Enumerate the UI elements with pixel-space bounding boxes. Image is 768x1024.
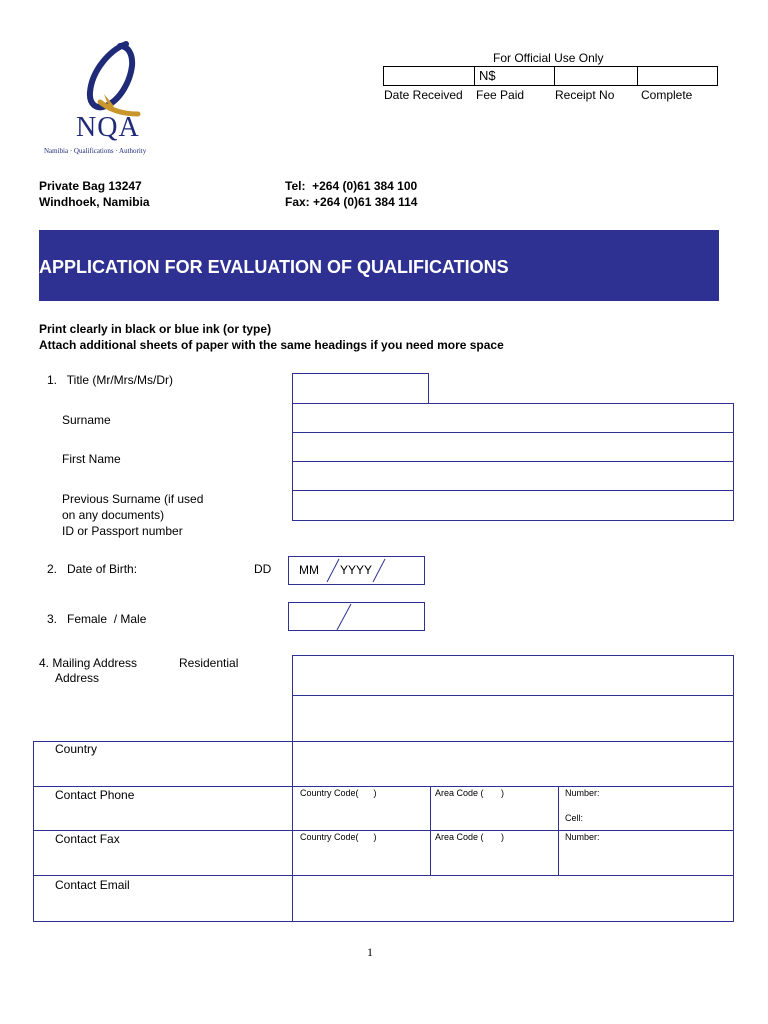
tel-number: Tel: +264 (0)61 384 100	[285, 179, 418, 193]
date-separators	[289, 557, 424, 584]
instruction-line-1: Print clearly in black or blue ink (or type)	[39, 322, 272, 336]
phone-number-field[interactable]	[559, 787, 733, 830]
phone-area-code-field[interactable]	[431, 787, 558, 830]
contact-phone-label: Contact Phone	[55, 788, 135, 802]
nqa-logo-emblem-icon	[40, 40, 185, 120]
id-number-label: ID or Passport number	[62, 524, 183, 538]
dob-input[interactable]	[288, 556, 425, 585]
mm-label: MM	[299, 563, 319, 577]
id-number-input[interactable]	[292, 490, 734, 521]
mailing-address-label: 4. Mailing Address	[39, 656, 138, 670]
page-number: 1	[367, 945, 373, 959]
gender-separator	[289, 603, 424, 630]
label-fee-paid: Fee Paid	[476, 88, 525, 102]
label-date-received: Date Received	[384, 88, 463, 102]
dd-label: DD	[254, 562, 272, 576]
cell-label: Cell:	[565, 813, 584, 823]
title-label: 1. Title (Mr/Mrs/Ms/Dr)	[47, 373, 173, 387]
official-use-table	[383, 66, 718, 86]
nqa-logo	[40, 40, 185, 160]
first-name-input[interactable]	[292, 432, 734, 462]
previous-surname-input[interactable]	[292, 461, 734, 491]
surname-label: Surname	[62, 413, 111, 427]
logo-acronym: NQA	[76, 112, 140, 143]
address-line-2: Windhoek, Namibia	[39, 195, 150, 209]
official-use-heading: For Official Use Only	[493, 51, 604, 65]
fax-country-code-field[interactable]	[293, 831, 430, 875]
contact-fax-label: Contact Fax	[55, 832, 120, 846]
instruction-line-2: Attach additional sheets of paper with the same headings if you need more space	[39, 338, 504, 352]
fee-paid-field[interactable]	[475, 67, 554, 85]
country-label: Country	[55, 742, 98, 756]
gender-label: 3. Female / Male	[47, 612, 147, 626]
phone-area-code-label: Area Code ( )	[435, 788, 505, 798]
country-input[interactable]	[293, 742, 733, 786]
dob-label: 2. Date of Birth:	[47, 562, 138, 576]
label-complete: Complete	[641, 88, 693, 102]
address-input-2[interactable]	[292, 695, 734, 742]
contact-email-label: Contact Email	[55, 878, 130, 892]
fax-country-code-label: Country Code( )	[300, 832, 377, 842]
fax-number: Fax: +264 (0)61 384 114	[285, 195, 418, 209]
page-title: APPLICATION FOR EVALUATION OF QUALIFICATIONS	[39, 257, 509, 277]
address-label: Address	[55, 671, 100, 685]
previous-surname-label-2: on any documents)	[62, 508, 165, 522]
residential-label: Residential	[179, 656, 239, 670]
address-line-1: Private Bag 13247	[39, 179, 142, 193]
date-received-field[interactable]	[384, 67, 474, 85]
label-receipt-no: Receipt No	[555, 88, 615, 102]
fax-number-label: Number:	[565, 832, 600, 842]
title-banner	[39, 230, 719, 301]
receipt-no-field[interactable]	[555, 67, 637, 85]
gender-input[interactable]	[288, 602, 425, 631]
previous-surname-label: Previous Surname (if used	[62, 492, 204, 506]
phone-number-label: Number:	[565, 788, 600, 798]
fax-area-code-label: Area Code ( )	[435, 832, 505, 842]
currency-label: N$	[479, 68, 496, 83]
email-input[interactable]	[293, 876, 733, 921]
phone-country-code-label: Country Code( )	[300, 788, 377, 798]
complete-field[interactable]	[638, 67, 718, 85]
title-input[interactable]	[292, 373, 429, 404]
fax-number-field[interactable]	[559, 831, 733, 875]
first-name-label: First Name	[62, 452, 121, 466]
address-input-1[interactable]	[292, 655, 734, 696]
fax-area-code-field[interactable]	[431, 831, 558, 875]
logo-tagline: Namibia · Qualifications · Authority	[44, 147, 147, 155]
yyyy-label: YYYY	[340, 563, 373, 577]
phone-country-code-field[interactable]	[293, 787, 430, 830]
surname-input[interactable]	[292, 403, 734, 433]
